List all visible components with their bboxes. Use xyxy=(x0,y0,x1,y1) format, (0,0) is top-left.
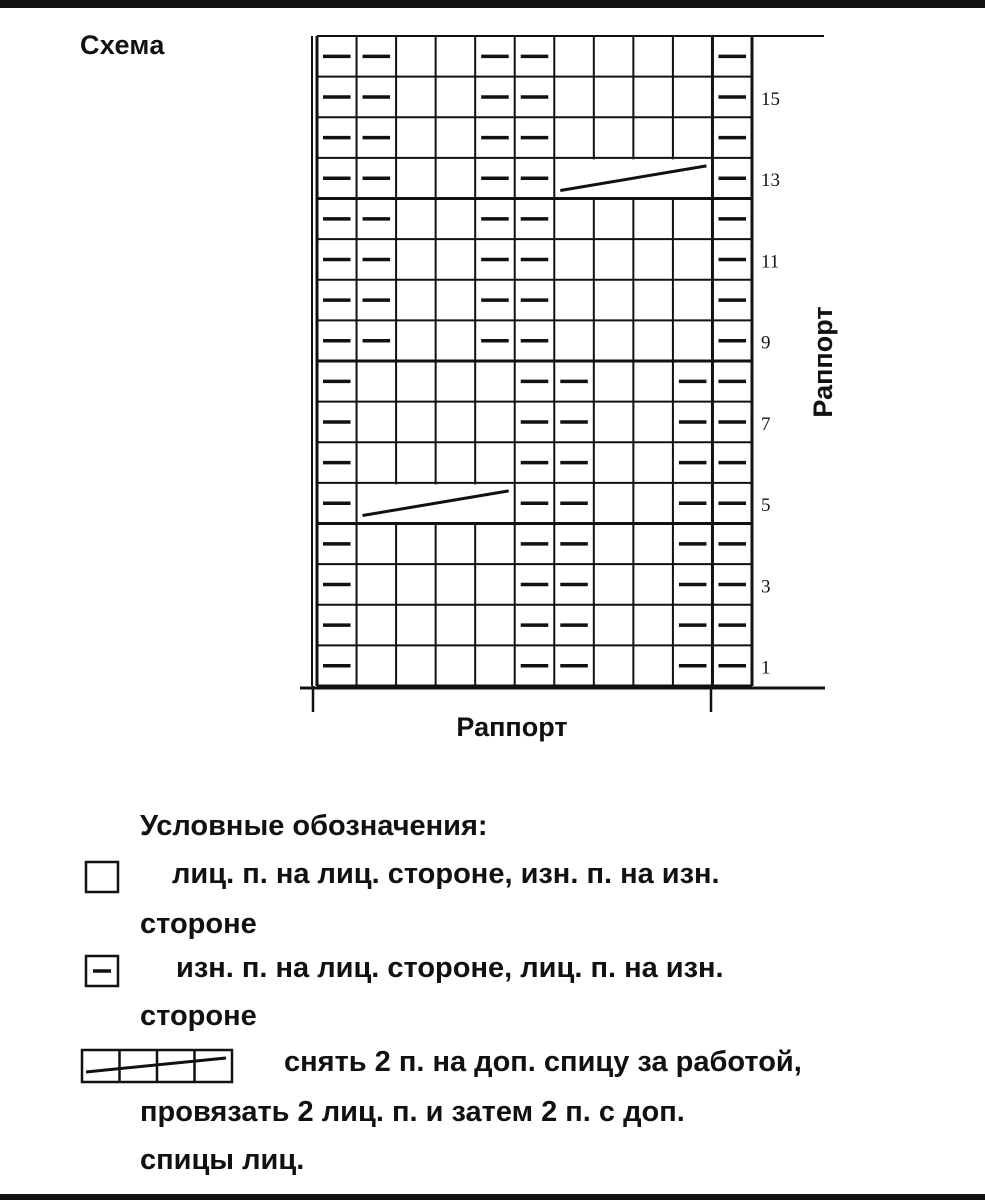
chart-title: Схема xyxy=(80,30,165,60)
row-number-label: 11 xyxy=(761,251,780,273)
cable-cross-icon xyxy=(80,1046,236,1086)
legend-purl-text-1: изн. п. на лиц. стороне, лиц. п. на изн. xyxy=(176,952,724,984)
row-number-label: 1 xyxy=(761,657,771,679)
bottom-border xyxy=(0,1194,985,1200)
legend-cable-text-2: провязать 2 лиц. п. и затем 2 п. с доп. xyxy=(140,1096,685,1128)
legend-heading: Условные обозначения: xyxy=(140,810,488,842)
empty-square-icon xyxy=(84,860,120,894)
row-number-label: 5 xyxy=(761,495,771,517)
side-repeat-label: Раппорт xyxy=(808,306,838,418)
row-number-label: 15 xyxy=(761,88,780,110)
legend-cable-text-3: спицы лиц. xyxy=(140,1144,305,1176)
legend-knit-text-1: лиц. п. на лиц. стороне, изн. п. на изн. xyxy=(172,858,720,890)
row-number-label: 13 xyxy=(761,170,780,192)
legend-knit-text-2: стороне xyxy=(140,908,257,940)
legend-purl-text-2: стороне xyxy=(140,1000,257,1032)
row-number-label: 3 xyxy=(761,576,771,598)
dash-square-icon xyxy=(84,954,120,988)
row-number-label: 7 xyxy=(761,413,771,435)
legend-cable-text-1: снять 2 п. на доп. спицу за работой, xyxy=(284,1046,802,1078)
row-number-label: 9 xyxy=(761,332,771,354)
bottom-repeat-label: Раппорт xyxy=(456,712,568,742)
